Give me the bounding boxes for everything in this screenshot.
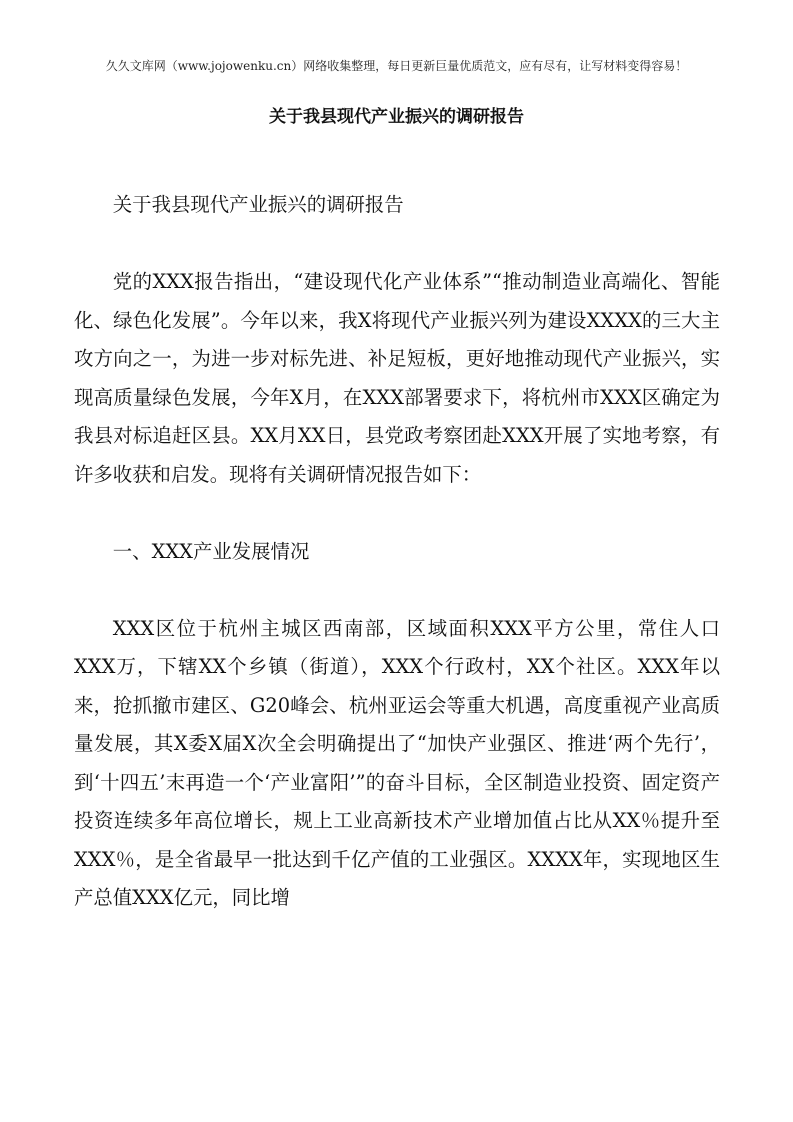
document-body <box>74 186 720 918</box>
paragraph-intro: 党的XXX报告指出，“建设现代化产业体系”“推动制造业高端化、智能化、绿色化发展”。今年以来，我X将现代产业振兴列为建设XXXX的三大主攻方向之一，为进一步对标先进、补足短板，更好地推动现代产业振兴，实现高质量绿色发展，今年X月，在XXX部署要求下，将杭州市XXX区确定为我县对标追赶区县。XX月XX日，县党政考察团赴XXX开展了实地考察，有许多收获和启发。现将有关调研情况报告如下： <box>74 270 720 486</box>
document-title: 关于我县现代产业振兴的调研报告 <box>269 107 524 127</box>
paragraph-gap <box>74 494 720 533</box>
paragraph-gap <box>74 571 720 610</box>
paragraph-subtitle: 关于我县现代产业振兴的调研报告 <box>112 193 404 216</box>
paragraph-gap <box>74 225 720 264</box>
section-heading: 一、XXX产业发展情况 <box>112 539 310 563</box>
paragraph-section-one: XXX区位于杭州主城区西南部，区域面积XXX平方公里，常住人口XXX万，下辖XX个乡镇（街道），XXX个行政村，XX个社区。XXX年以来，抢抓撤市建区、G20峰会、杭州亚运会等重大机遇，高度重视产业高质量发展，其X委X届X次全会明确提出了“加快产业强区、推进‘两个先行’，到‘十四五’末再造一个‘产业富阳’”的奋斗目标，全区制造业投资、固定资产投资连续多年高位增长，规上工业高新技术产业增加值占比从XX％提升至XXX％，是全省最早一批达到千亿产值的工业强区。XXXX年，实现地区生产总值XXX亿元，同比增 <box>74 616 720 909</box>
header-note: 久久文库网（www.jojowenku.cn）网络收集整理，每日更新巨量优质范文，应有尽有，让写材料变得容易！ <box>105 59 688 73</box>
